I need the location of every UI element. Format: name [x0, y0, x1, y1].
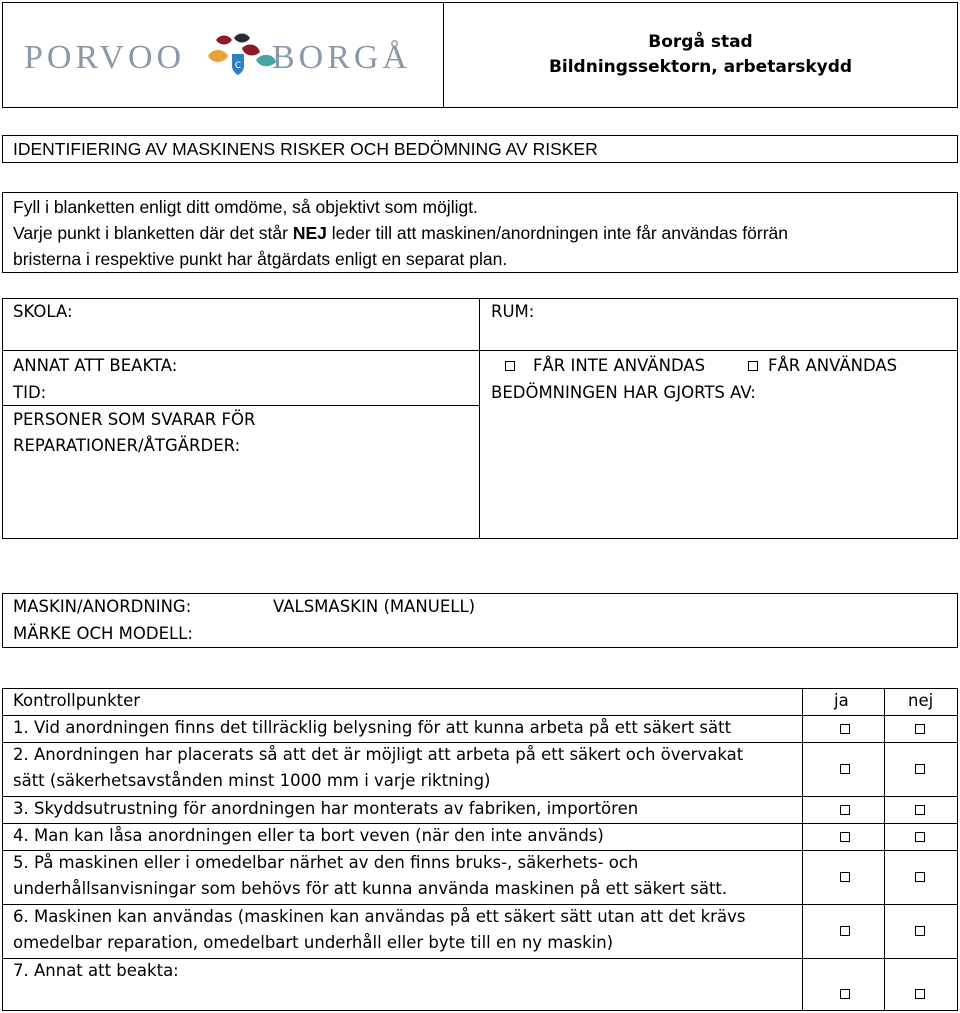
checklist-no-checkbox[interactable] [915, 989, 925, 999]
persons-label-2: REPARATIONER/ÅTGÄRDER: [13, 436, 241, 455]
nej-emphasis: NEJ [292, 223, 327, 243]
header-title-block [443, 30, 958, 80]
department-name: Bildningssektorn, arbetarskydd [548, 57, 853, 77]
checklist-header-no: nej [908, 691, 934, 710]
checklist-no-checkbox[interactable] [915, 724, 925, 734]
checklist-row [2, 904, 958, 958]
checklist-table [2, 688, 958, 1011]
svg-text:C: C [234, 61, 242, 71]
checklist-header-label: Kontrollpunkter [13, 691, 141, 710]
info-divider-1 [2, 350, 958, 351]
checklist-item-text: omedelbar reparation, omedelbart underhåll eller byte till en ny maskin) [13, 933, 614, 952]
checklist-item-text: sätt (säkerhetsavstånden minst 1000 mm i varje riktning) [13, 771, 491, 790]
checklist-yes-checkbox[interactable] [840, 805, 850, 815]
instructions-line-3: bristerna i respektive punkt har åtgärdats enligt en separat plan. [13, 249, 508, 269]
checklist-item-text: 6. Maskinen kan användas (maskinen kan användas på ett säkert sätt utan att det krävs [13, 907, 746, 926]
checklist-header-yes: ja [834, 691, 849, 710]
logo-text-borga: BORGÅ [272, 39, 412, 76]
checklist-row [2, 958, 958, 1011]
persons-label-1: PERSONER SOM SVARAR FÖR [13, 410, 256, 429]
checklist-no-checkbox[interactable] [915, 832, 925, 842]
room-label: RUM: [491, 302, 535, 321]
checklist-row [2, 823, 958, 850]
checklist-no-checkbox[interactable] [915, 872, 925, 882]
checklist-no-checkbox[interactable] [915, 805, 925, 815]
instructions-line-2: Varje punkt i blanketten där det står NEJ leder till att maskinen/anordningen inte får användas förrän [13, 223, 789, 243]
allowed-label: FÅR ANVÄNDAS [768, 356, 898, 375]
checklist-item-text: 7. Annat att beakta: [13, 961, 179, 980]
logo-text-porvoo: PORVOO [24, 39, 186, 76]
checklist-yes-checkbox[interactable] [840, 926, 850, 936]
checklist-yes-checkbox[interactable] [840, 872, 850, 882]
checklist-item-text: 2. Anordningen har placerats så att det är möjligt att arbeta på ett säkert och övervakat [13, 745, 744, 764]
checklist-yes-checkbox[interactable] [840, 764, 850, 774]
checklist-no-checkbox[interactable] [915, 764, 925, 774]
not-allowed-checkbox[interactable] [505, 361, 515, 371]
allowed-checkbox[interactable] [748, 361, 758, 371]
city-name: Borgå stad [648, 32, 753, 52]
checklist-yes-checkbox[interactable] [840, 724, 850, 734]
checklist-item-text: 3. Skyddsutrustning för anordningen har monterats av fabriken, importören [13, 799, 639, 818]
machine-label: MASKIN/ANORDNING: [13, 597, 192, 616]
other-label: ANNAT ATT BEAKTA: [13, 356, 178, 375]
checklist-item-text: underhållsanvisningar som behövs för att kunna använda maskinen på ett säkert sätt. [13, 879, 728, 898]
not-allowed-label: FÅR INTE ANVÄNDAS [533, 356, 706, 375]
checklist-row [2, 715, 958, 742]
checklist-item-text: 1. Vid anordningen finns det tillräcklig belysning för att kunna arbeta på ett säkert sätt [13, 718, 732, 737]
checklist-row [2, 796, 958, 823]
checklist-yes-checkbox[interactable] [840, 832, 850, 842]
brand-label: MÄRKE OCH MODELL: [13, 624, 193, 643]
checklist-row [2, 742, 958, 796]
porvoo-borga-logo [24, 30, 424, 86]
checklist-item-text: 4. Man kan låsa anordningen eller ta bort veven (när den inte används) [13, 826, 604, 845]
school-label: SKOLA: [13, 302, 73, 321]
machine-value: VALSMASKIN (MANUELL) [273, 597, 476, 616]
assessed-by-label: BEDÖMNINGEN HAR GJORTS AV: [491, 383, 756, 402]
time-label: TID: [13, 383, 47, 402]
info-divider-2 [2, 405, 480, 406]
checklist-no-checkbox[interactable] [915, 926, 925, 936]
checklist-yes-checkbox[interactable] [840, 989, 850, 999]
form-title: IDENTIFIERING AV MASKINENS RISKER OCH BEDÖMNING AV RISKER [13, 139, 598, 159]
instructions-line-1: Fyll i blanketten enligt ditt omdöme, så objektivt som möjligt. [13, 197, 478, 217]
checklist-row [2, 850, 958, 904]
info-divider-vertical [479, 298, 480, 539]
checklist-item-text: 5. På maskinen eller i omedelbar närhet av den finns bruks-, säkerhets- och [13, 853, 639, 872]
